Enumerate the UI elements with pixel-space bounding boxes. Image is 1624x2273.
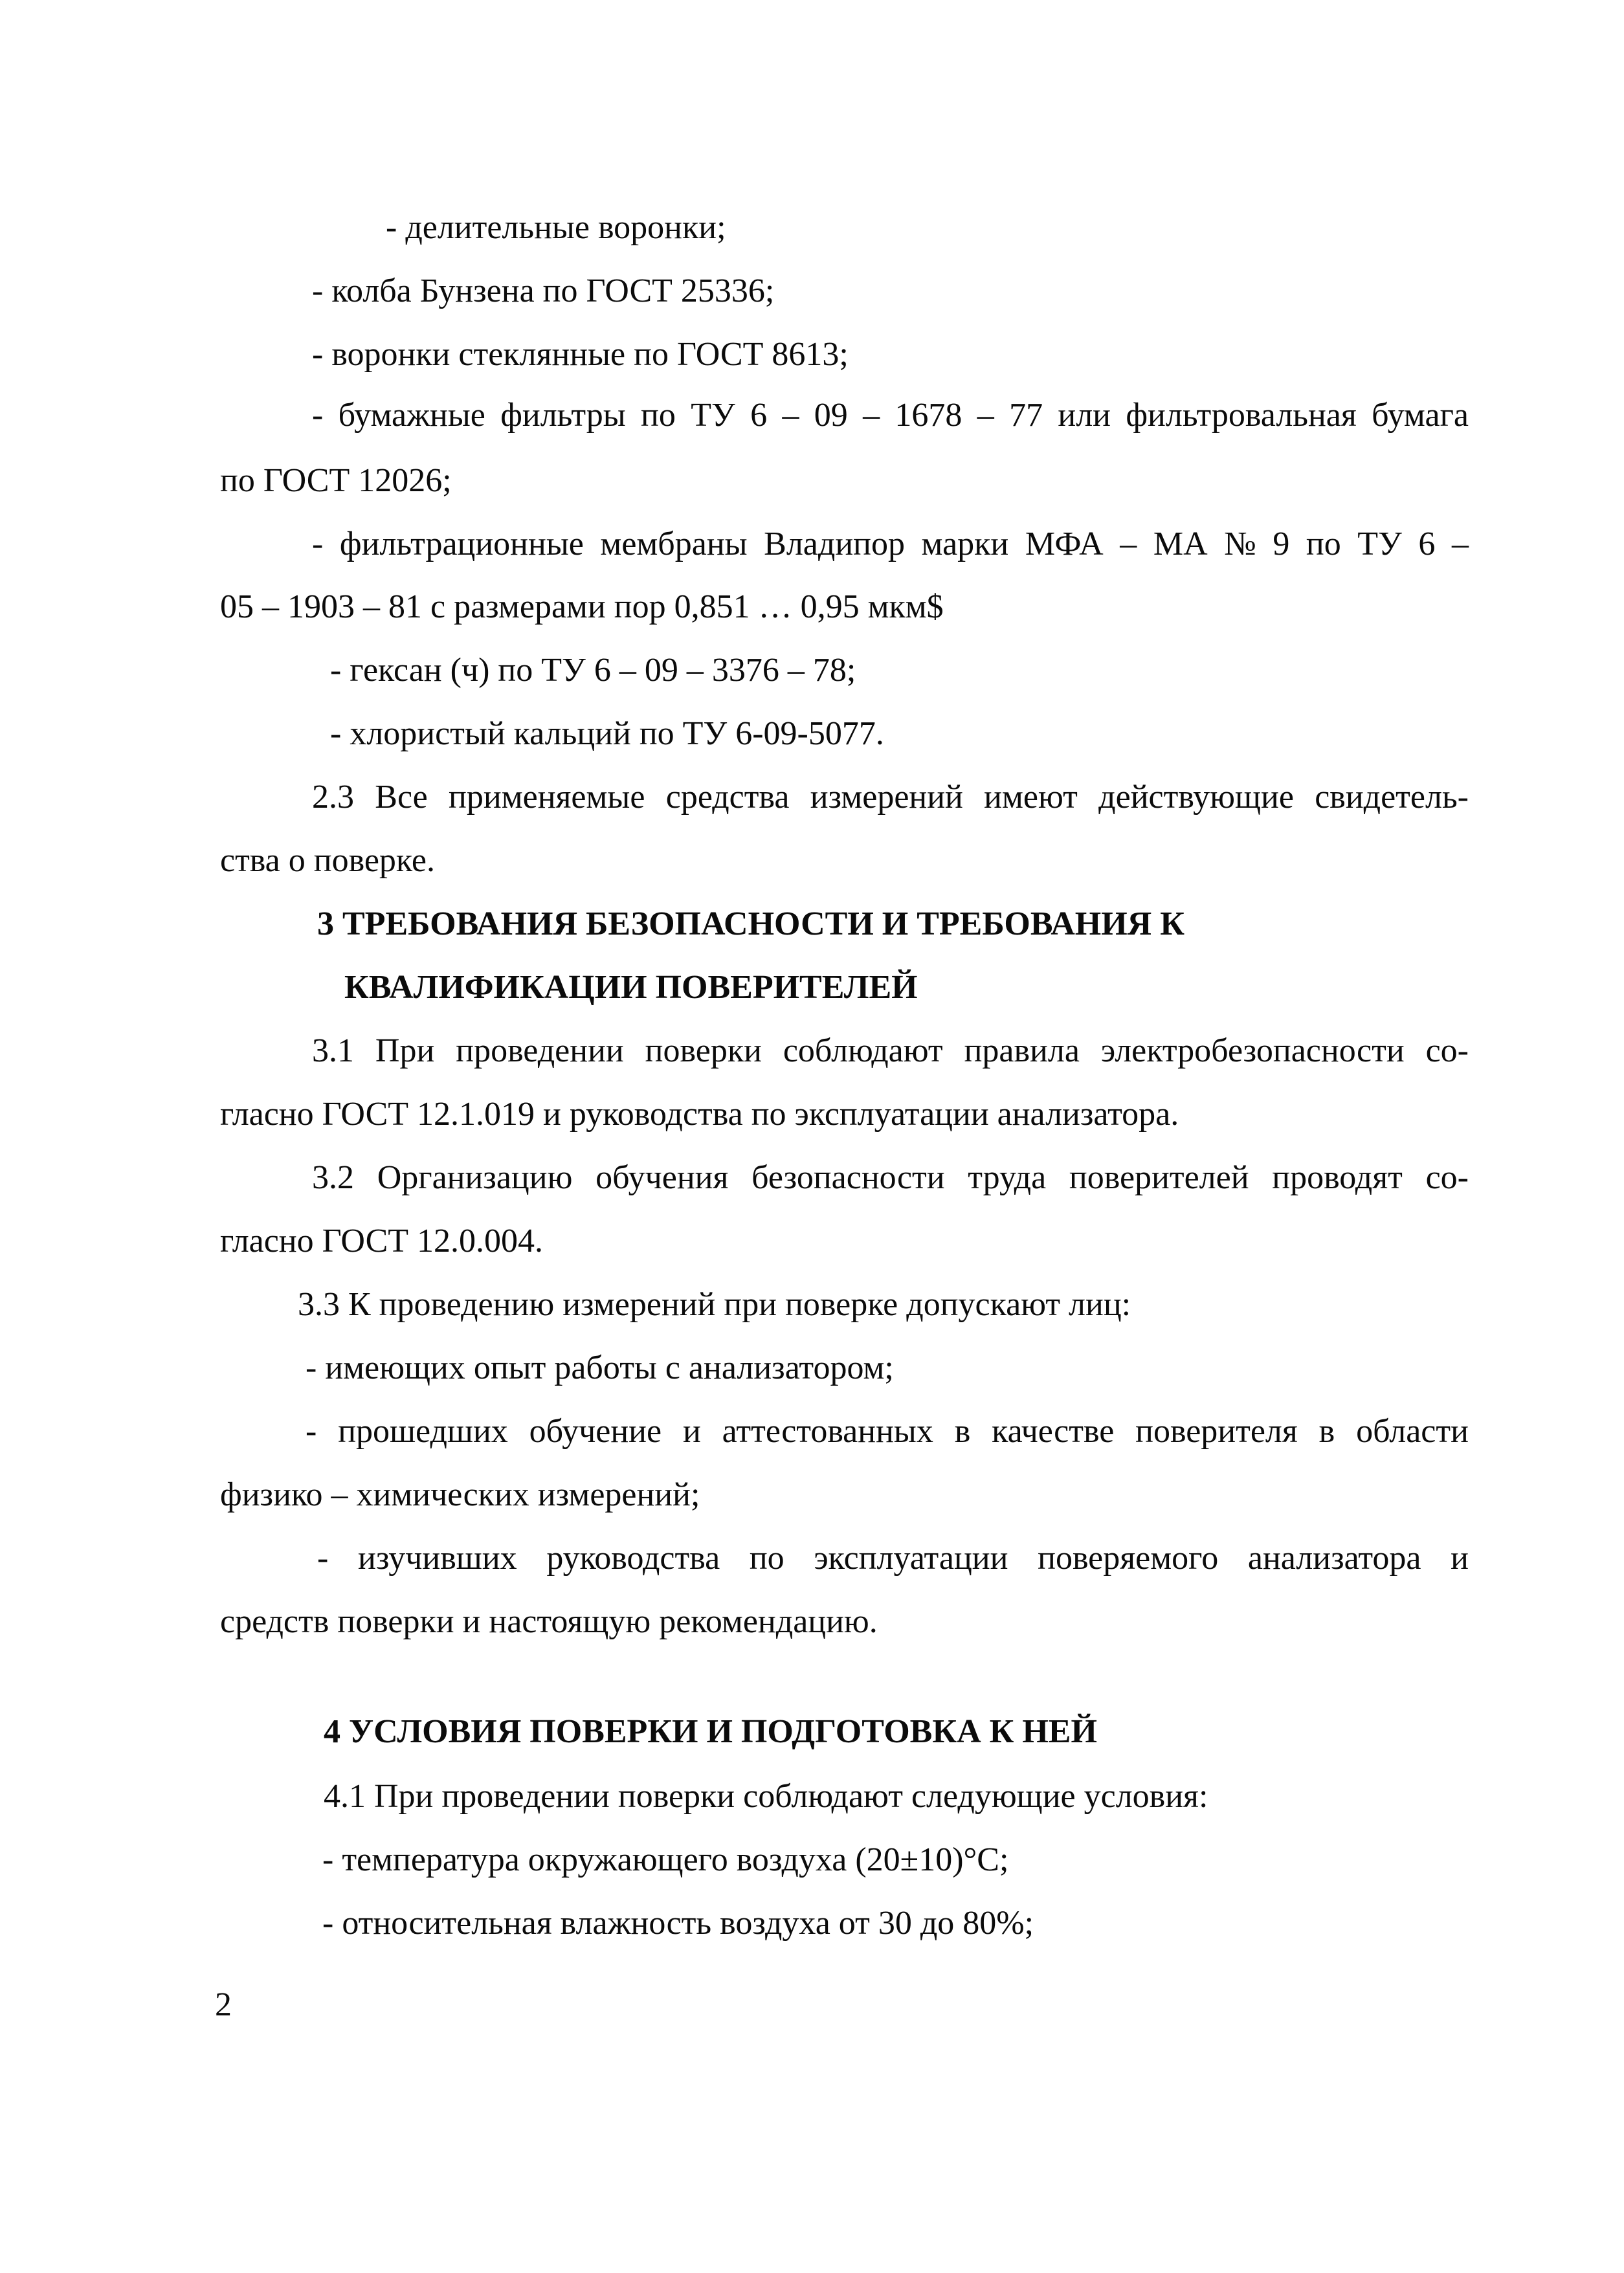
word: обучения (595, 1159, 729, 1196)
word: проводят (1272, 1159, 1403, 1196)
word: и (1451, 1540, 1469, 1577)
list-item: - хлористый кальций по ТУ 6-09-5077. (330, 715, 884, 752)
list-item: - колба Бунзена по ГОСТ 25336; (312, 272, 775, 309)
list-item (312, 399, 1469, 438)
word: поверителей (1069, 1159, 1249, 1196)
word: и (682, 1413, 701, 1450)
word: 9 (1273, 526, 1290, 562)
word: в (1318, 1413, 1335, 1450)
word: прошедших (338, 1413, 508, 1450)
word: 6 (750, 397, 768, 434)
word: проведении (456, 1032, 624, 1069)
list-item: - воронки стеклянные по ГОСТ 8613; (312, 336, 849, 373)
word: эксплуатации (814, 1540, 1008, 1577)
word: - (312, 526, 324, 562)
word: бумажные (338, 397, 485, 434)
page-number: 2 (215, 1986, 232, 2023)
word: поверяемого (1038, 1540, 1219, 1577)
list-item (306, 1415, 1469, 1454)
word: - (306, 1413, 317, 1450)
list-item: - делительные воронки; (386, 209, 726, 246)
word: мембраны (600, 526, 748, 562)
word: Все (375, 779, 428, 815)
paragraph-line: гласно ГОСТ 12.0.004. (220, 1223, 544, 1259)
list-item-continuation: средств поверки и настоящую рекомендацию. (220, 1603, 878, 1640)
list-item-continuation: по ГОСТ 12026; (220, 462, 452, 499)
list-item: - температура окружающего воздуха (20±10)°С; (322, 1841, 1009, 1878)
word: обучение (529, 1413, 662, 1450)
word: по (749, 1540, 784, 1577)
word: правила (964, 1032, 1080, 1069)
section-heading: КВАЛИФИКАЦИИ ПОВЕРИТЕЛЕЙ (344, 969, 918, 1006)
word: Организацию (377, 1159, 573, 1196)
word: руководства (546, 1540, 720, 1577)
list-item: - относительная влажность воздуха от 30 до 80%; (322, 1905, 1034, 1942)
word: аттестованных (722, 1413, 933, 1450)
word: электробезопасности (1100, 1032, 1405, 1069)
word: – (977, 397, 994, 434)
word: изучивших (357, 1540, 517, 1577)
list-item (317, 1542, 1469, 1580)
word: измерений (810, 779, 963, 815)
word: действующие (1098, 779, 1294, 815)
word: МФА (1025, 526, 1104, 562)
list-item-continuation: 05 – 1903 – 81 с размерами пор 0,851 … 0,95 мкм$ (220, 588, 944, 625)
word: – (863, 397, 880, 434)
word: марки (921, 526, 1009, 562)
word: ТУ (691, 397, 735, 434)
word: фильтровальная (1126, 397, 1357, 434)
word: ТУ (1357, 526, 1402, 562)
word: 77 (1009, 397, 1043, 434)
word: со- (1425, 1159, 1469, 1196)
word: № (1224, 526, 1256, 562)
word: соблюдают (783, 1032, 943, 1069)
word: фильтрационные (339, 526, 584, 562)
word: 2.3 (312, 779, 354, 815)
word: качестве (992, 1413, 1115, 1450)
list-item: - гексан (ч) по ТУ 6 – 09 – 3376 – 78; (330, 652, 856, 689)
word: области (1356, 1413, 1469, 1450)
word: При (375, 1032, 435, 1069)
word: труда (968, 1159, 1047, 1196)
word: или (1058, 397, 1111, 434)
word: по (641, 397, 676, 434)
word: Владипор (764, 526, 905, 562)
word: фильтры (500, 397, 626, 434)
list-item: - имеющих опыт работы с анализатором; (306, 1349, 894, 1386)
paragraph-line (312, 1161, 1469, 1200)
word: свидетель- (1315, 779, 1469, 815)
word: - (312, 397, 324, 434)
paragraph-line (312, 1034, 1469, 1073)
word: - (317, 1540, 329, 1577)
word: – (782, 397, 799, 434)
word: анализатора (1247, 1540, 1421, 1577)
paragraph-line: ства о поверке. (220, 842, 435, 879)
word: – (1120, 526, 1137, 562)
word: 1678 (895, 397, 962, 434)
word: 09 (814, 397, 848, 434)
word: со- (1425, 1032, 1469, 1069)
section-heading: 3 ТРЕБОВАНИЯ БЕЗОПАСНОСТИ И ТРЕБОВАНИЯ К (317, 905, 1185, 942)
list-item-continuation: физико – химических измерений; (220, 1476, 700, 1513)
word: – (1451, 526, 1469, 562)
paragraph-line (312, 781, 1469, 819)
word: в (954, 1413, 971, 1450)
word: по (1306, 526, 1341, 562)
word: 6 (1418, 526, 1436, 562)
word: средства (665, 779, 790, 815)
word: применяемые (449, 779, 645, 815)
list-item (312, 527, 1469, 566)
paragraph-line: 4.1 При проведении поверки соблюдают следующие условия: (324, 1778, 1208, 1815)
word: безопасности (751, 1159, 945, 1196)
word: МА (1153, 526, 1208, 562)
word: бумага (1372, 397, 1469, 434)
word: 3.1 (312, 1032, 354, 1069)
word: поверки (645, 1032, 762, 1069)
paragraph-line: 3.3 К проведению измерений при поверке допускают лиц: (298, 1286, 1131, 1323)
word: поверителя (1135, 1413, 1298, 1450)
word: 3.2 (312, 1159, 354, 1196)
section-heading: 4 УСЛОВИЯ ПОВЕРКИ И ПОДГОТОВКА К НЕЙ (324, 1713, 1097, 1750)
word: имеют (984, 779, 1078, 815)
paragraph-line: гласно ГОСТ 12.1.019 и руководства по эксплуатации анализатора. (220, 1096, 1179, 1133)
